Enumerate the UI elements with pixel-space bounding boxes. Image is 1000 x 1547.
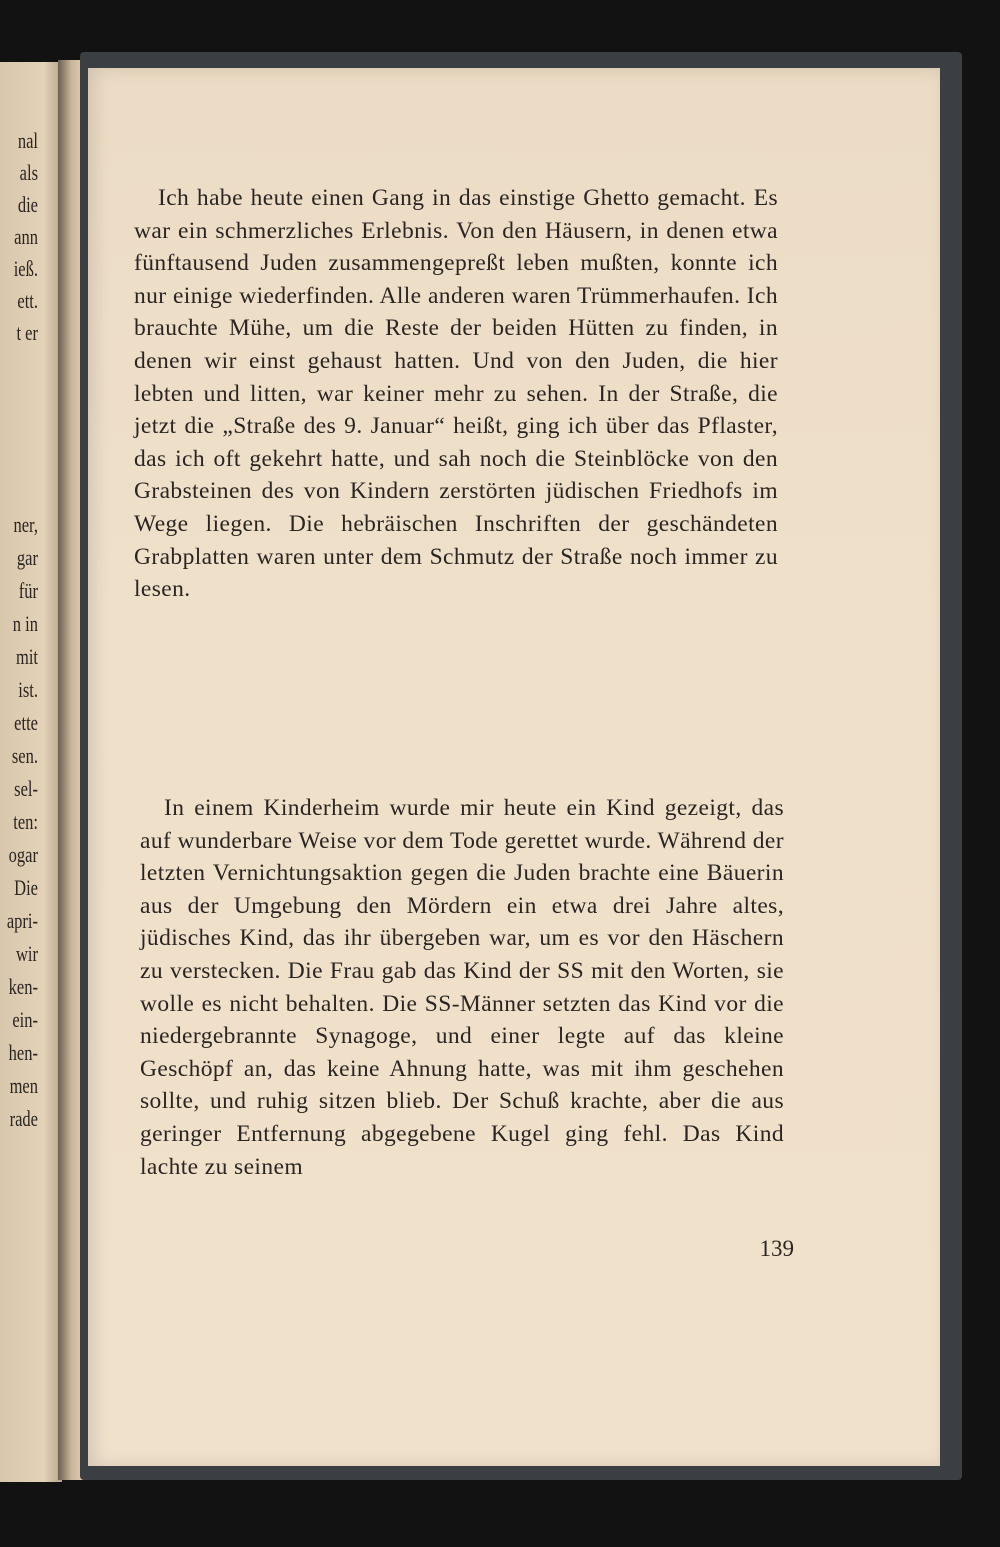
book-page — [88, 68, 940, 1466]
left-page-fragment: men — [9, 1073, 38, 1098]
left-page-fragment: als — [19, 160, 38, 185]
left-page-fragment: mit — [15, 644, 38, 669]
left-page-fragment: ner, — [13, 512, 38, 537]
left-page-fragment: wir — [16, 941, 38, 966]
left-page-fragment: n in — [12, 611, 38, 636]
left-page-fragment: ette — [14, 710, 38, 735]
left-page-fragment: ein- — [12, 1007, 38, 1032]
left-page-fragment: ist. — [18, 677, 38, 702]
left-page-fragment: für — [18, 578, 38, 603]
left-page-fragment: ann — [14, 224, 38, 249]
left-page-fragment: apri- — [6, 908, 38, 933]
left-page-fragment: sel- — [14, 776, 38, 801]
left-page-fragment: sen. — [11, 743, 38, 768]
paragraph-ghetto-visit: Ich habe heute einen Gang in das einstige Ghetto gemacht. Es war ein schmerzliches Erlebnis. Von den Häusern, in denen etwa fünftausend Juden zusammengepreßt leben mußten, konnte ich nur einige wiederfinden. Alle anderen waren Trümmerhaufen. Ich brauchte Mühe, um die Reste der beiden Hütten zu finden, in denen wir einst gehaust hatten. Und von den Juden, die hier lebten und litten, war keiner mehr zu sehen. In der Straße, die jetzt die „Straße des 9. Januar“ heißt, ging ich über das Pflaster, das ich oft gekehrt hatte, und sah noch die Steinblöcke von den Grabsteinen des von Kindern zerstörten jüdischen Friedhofs im Wege liegen. Die hebräischen Inschriften der geschändeten Grabplatten waren unter dem Schmutz der Straße noch immer zu lesen. — [134, 185, 778, 603]
left-page-fragment: nal — [17, 128, 38, 153]
left-page-fragment: die — [17, 192, 38, 217]
left-page-fragment: gar — [16, 545, 38, 570]
left-page-edge — [0, 62, 62, 1482]
left-page-fragment: hen- — [8, 1040, 38, 1065]
left-page-fragment: ogar — [8, 842, 38, 867]
paragraph-children-home: In einem Kinderheim wurde mir heute ein Kind gezeigt, das auf wunderbare Weise vor dem Tode gerettet wurde. Während der letzten Vernichtungsaktion gegen die Juden brachte eine Bäuerin aus der Umgebung den Mördern ein etwa drei Jahre altes, jüdisches Kind, das ihr übergeben war, um es vor den Häschern zu verstecken. Die Frau gab das Kind der SS mit den Worten, sie wolle es nicht behalten. Die SS-Männer setzten das Kind vor die niedergebrannte Synagoge, und einer legte auf das kleine Geschöpf an, das keine Ahnung hatte, was mit ihm geschehen sollte, und ruhig sitzen blieb. Der Schuß krachte, aber die aus geringer Entfernung abgegebene Kugel ging fehl. Das Kind lachte zu seinem — [140, 795, 784, 1180]
left-page-fragment: ieß. — [13, 256, 38, 281]
page-number: 139 — [759, 1236, 794, 1261]
left-page-fragment: ett. — [17, 288, 38, 313]
left-page-fragment: t er — [16, 320, 38, 345]
left-page-fragment: Die — [14, 875, 38, 900]
left-page-fragment: ten: — [13, 809, 38, 834]
left-page-fragment: ken- — [8, 974, 38, 999]
left-page-fragment: rade — [9, 1106, 38, 1131]
